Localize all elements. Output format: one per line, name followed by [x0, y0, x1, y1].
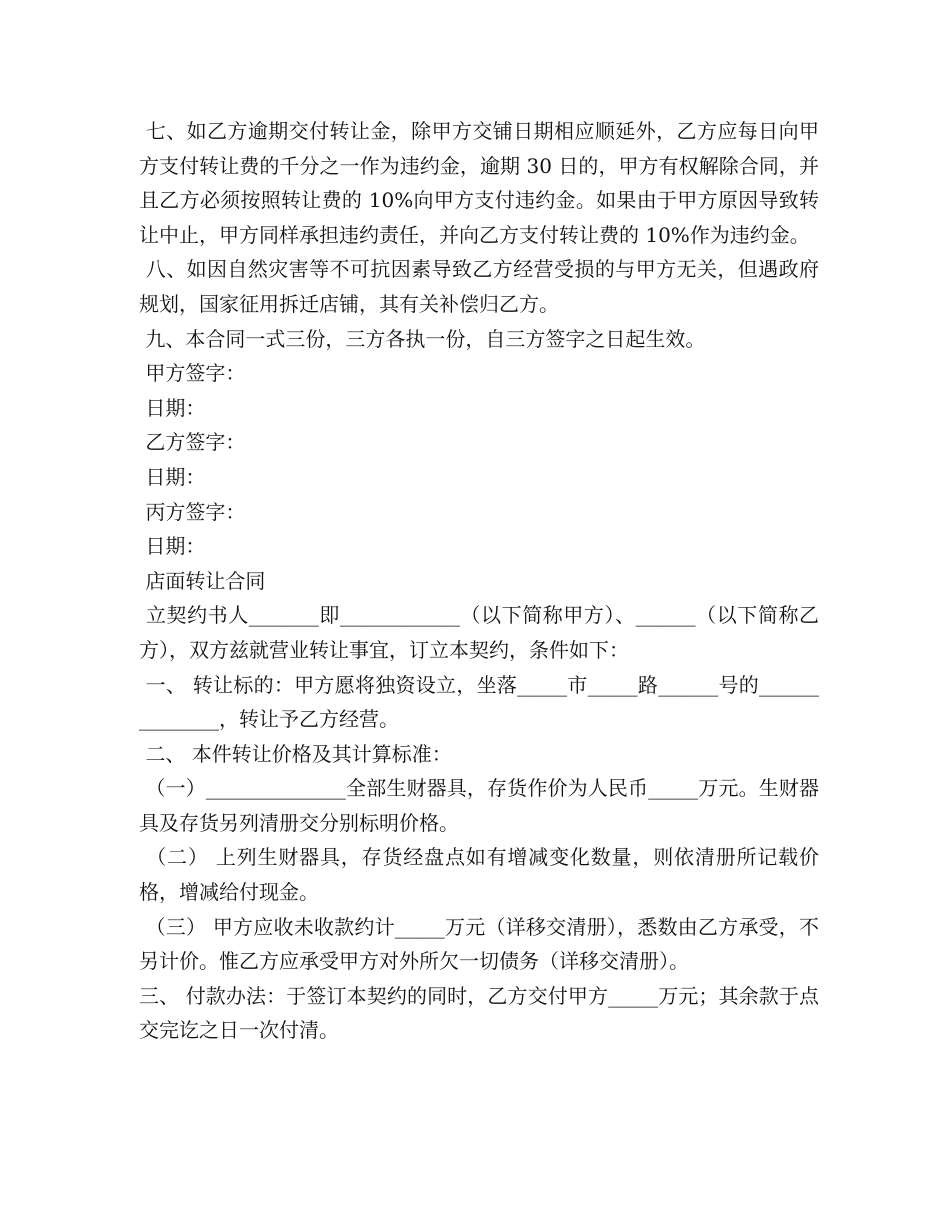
contract-preamble: 立契约书人_______即____________（以下简称甲方）、______（以下简称乙方），双方兹就营业转让事宜，订立本契约，条件如下： [139, 603, 820, 662]
clause-seven: 七、如乙方逾期交付转让金，除甲方交铺日期相应顺延外，乙方应每日向甲方支付转让费的千分之一作为违约金，逾期 30 日的，甲方有权解除合同，并且乙方必须按照转让费的 10%向甲方支付违约金。如果由于甲方原因导致转让中止，甲方同样承担违约责任，并向乙方支付转让费的 10%作为违约金。 [139, 119, 820, 247]
contract-title: 店面转让合同 [139, 568, 266, 593]
clause-eight: 八、如因自然灾害等不可抗因素导致乙方经营受损的与甲方无关，但遇政府规划，国家征用拆迁店铺，其有关补偿归乙方。 [139, 257, 820, 316]
article-two-item-two: （二） 上列生财器具，存货经盘点如有增减变化数量，则依清册所记载价格，增减给付现金。 [139, 845, 819, 905]
party-c-signature: 丙方签字： [139, 499, 246, 524]
party-a-signature: 甲方签字： [139, 361, 246, 386]
party-b-signature: 乙方签字： [139, 430, 246, 455]
article-two-item-three: （三） 甲方应收未收款约计_____万元（详移交清册），悉数由乙方承受，不另计价。惟乙方应承受甲方对外所欠一切债务（详移交清册）。 [139, 914, 819, 974]
article-three: 三、 付款办法：于签订本契约的同时，乙方交付甲方_____万元；其余款于点交完讫之日一次付清。 [139, 983, 819, 1043]
party-b-date: 日期： [139, 464, 206, 489]
party-a-date: 日期： [139, 395, 206, 420]
article-two-item-one: （一）______________全部生财器具，存货作价为人民币_____万元。生财器具及存货另列清册交分别标明价格。 [139, 776, 820, 835]
party-c-date: 日期： [139, 534, 206, 559]
article-one: 一、 转让标的：甲方愿将独资设立，坐落_____市_____路______号的______________，转让予乙方经营。 [139, 672, 820, 732]
clause-nine: 九、本合同一式三份，三方各执一份，自三方签字之日起生效。 [139, 326, 706, 351]
document-page [139, 114, 819, 1048]
article-two: 二、 本件转让价格及其计算标准： [139, 741, 452, 766]
